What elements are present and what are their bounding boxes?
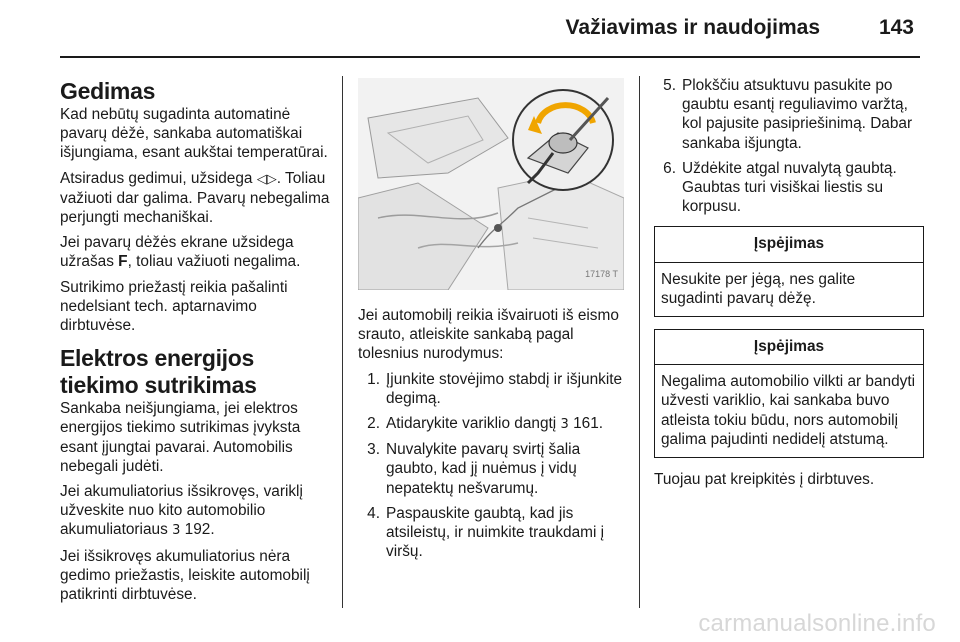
engine-bay-illustration bbox=[358, 78, 624, 290]
steps-list bbox=[358, 370, 626, 562]
warning-box bbox=[654, 226, 924, 317]
warning-box bbox=[654, 329, 924, 458]
warning-body: Nesukite per jėgą, nes galite sugadinti pavarų dėžę. bbox=[661, 270, 856, 307]
column-middle bbox=[358, 78, 626, 567]
paragraph: Sankaba neišjungiama, jei elektros energijos tiekimo sutrikimas įvyksta esant įjungtai pavarai. Automobilis nebegali judėti. bbox=[60, 400, 301, 475]
step-text: Įjunkite stovėjimo stabdį ir išjunkite degimą. bbox=[386, 370, 623, 407]
step-number: 6. bbox=[663, 159, 676, 177]
page-reference[interactable]: 161. bbox=[568, 415, 604, 433]
step-number: 5. bbox=[663, 77, 676, 94]
list-item bbox=[358, 370, 626, 408]
section-title-gedimas: Gedimas bbox=[60, 78, 156, 104]
paragraph: Tuojau pat kreipkitės į dirbtuves. bbox=[654, 471, 875, 489]
warning-body: Negalima automobilio vilkti ar bandyti užvesti variklio, kai sankaba buvo atleista tokiu būdu, nors automobilį galima pajudinti nedidelį atstumą. bbox=[661, 373, 916, 448]
warning-title: Įspėjimas bbox=[655, 227, 923, 262]
column-divider bbox=[342, 76, 343, 608]
page-number: 143 bbox=[878, 16, 914, 39]
step-text: Plokščiu atsuktuvu pasukite po gaubtu esantį reguliavimo varžtą, kol pajusite pasipriešinimą. Dabar sankaba išjungta. bbox=[682, 77, 913, 152]
column-divider bbox=[639, 76, 640, 608]
display-letter: F bbox=[118, 253, 128, 271]
step-text: Nuvalykite pavarų svirtį šalia gaubto, kad jį nuėmus į vidų nepatektų nešvarumų. bbox=[386, 441, 581, 497]
steps-list bbox=[654, 76, 924, 216]
step-text bbox=[386, 414, 626, 434]
step-number: 2. bbox=[367, 415, 380, 433]
paragraph-text: , toliau važiuoti negalima. bbox=[127, 253, 301, 271]
paragraph-text: Atsiradus gedimui, užsidega bbox=[60, 169, 257, 187]
step-number: 4. bbox=[367, 504, 380, 522]
paragraph-text: Jei akumuliatorius išsikrovęs, variklį užveskite nuo kito automobilio akumuliatoriaus bbox=[60, 483, 303, 539]
paragraph-text: Jei pavarų dėžės ekrane užsidega užrašas bbox=[60, 234, 294, 271]
step-number: 3. bbox=[367, 441, 380, 459]
list-item bbox=[358, 440, 626, 498]
column-left bbox=[60, 78, 332, 610]
paragraph bbox=[60, 233, 332, 271]
warning-title: Įspėjimas bbox=[655, 330, 923, 365]
paragraph: Jei išsikrovęs akumuliatorius nėra gedimo priežastis, leiskite automobilį patikrinti dirbtuvėse. bbox=[60, 547, 310, 604]
column-right bbox=[654, 76, 924, 495]
page-reference-icon[interactable]: 3 bbox=[560, 417, 569, 433]
step-text-part: Atidarykite variklio dangtį bbox=[386, 415, 561, 433]
watermark: carmanualsonline.info bbox=[698, 610, 936, 637]
page-header bbox=[0, 0, 960, 58]
section-title-power-failure: Elektros energijos tiekimo sutrikimas bbox=[60, 345, 257, 399]
header-title: Važiavimas ir naudojimas bbox=[565, 16, 820, 39]
step-text: Uždėkite atgal nuvalytą gaubtą. Gaubtas turi visiškai liestis su korpusu. bbox=[682, 159, 897, 216]
paragraph: Sutrikimo priežastį reikia pašalinti nedelsiant tech. aptarnavimo dirbtuvėse. bbox=[60, 278, 288, 335]
list-item bbox=[358, 414, 626, 434]
page-reference[interactable]: 192. bbox=[180, 521, 215, 539]
paragraph: Kad nebūtų sugadinta automatinė pavarų dėžė, sankaba automatiškai išjungiama, esant aukštai temperatūrai. bbox=[60, 106, 328, 162]
step-text: Paspauskite gaubtą, kad jis atsileistų, ir nuimkite traukdami į viršų. bbox=[386, 504, 605, 561]
figure-id: 17178 T bbox=[585, 268, 618, 279]
paragraph bbox=[60, 482, 332, 541]
list-item bbox=[654, 76, 924, 153]
header-rule bbox=[60, 56, 920, 58]
engine-illustration-svg bbox=[358, 78, 624, 290]
paragraph bbox=[60, 169, 332, 228]
paragraph-text: . Toliau važiuoti dar galima. Pavarų nebegalima perjungti mechaniškai. bbox=[60, 169, 330, 227]
paragraph: Jei automobilį reikia išvairuoti iš eismo srauto, atleiskite sankabą pagal tolesnius nurodymus: bbox=[358, 307, 619, 363]
page-reference-icon[interactable]: 3 bbox=[172, 523, 181, 539]
list-item bbox=[654, 159, 924, 217]
transmission-warning-icon: ◁▷ bbox=[256, 171, 277, 187]
list-item bbox=[358, 504, 626, 562]
step-number: 1. bbox=[367, 370, 380, 388]
